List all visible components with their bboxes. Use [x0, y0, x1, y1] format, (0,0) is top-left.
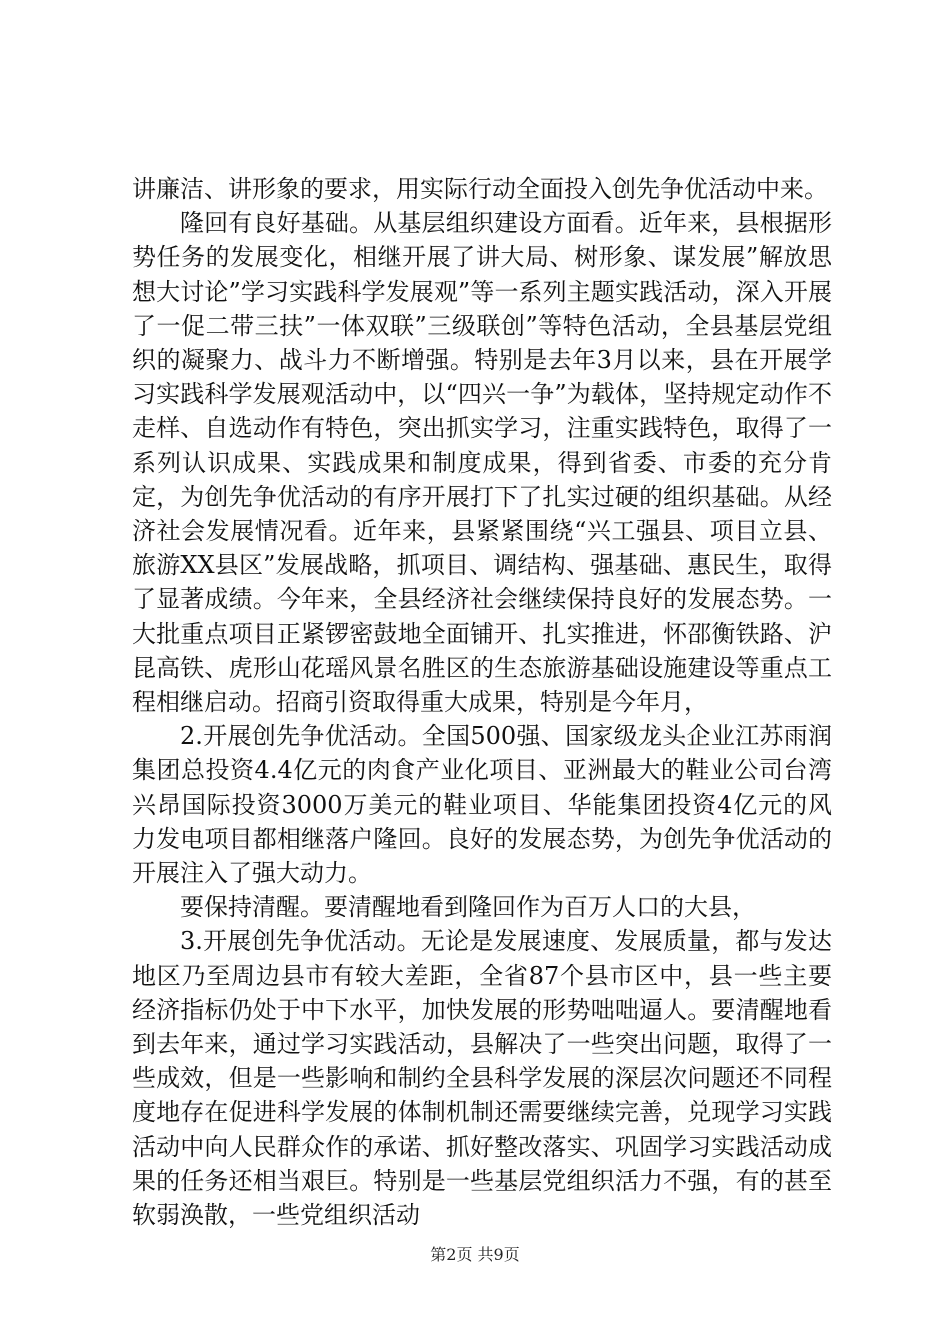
- document-body: [132, 172, 832, 1232]
- paragraph-1: 讲廉洁、讲形象的要求，用实际行动全面投入创先争优活动中来。: [132, 175, 828, 203]
- paragraph-2: 隆回有良好基础。从基层组织建设方面看。近年来，县根据形势任务的发展变化，相继开展了讲大局、树形象、谋发展”解放思想大讨论”学习实践科学发展观”等一系列主题实践活动，深入开展了一促二带三扶”一体双联”三级联创”等特色活动，全县基层党组织的凝聚力、战斗力不断增强。特别是去年3月以来，县在开展学习实践科学发展观活动中，以“四兴一争”为载体，坚持规定动作不走样、自选动作有特色，突出抓实学习，注重实践特色，取得了一系列认识成果、实践成果和制度成果，得到省委、市委的充分肯定，为创先争优活动的有序开展打下了扎实过硬的组织基础。从经济社会发展情况看。近年来，县紧紧围绕“兴工强县、项目立县、旅游XX县区”发展战略，抓项目、调结构、强基础、惠民生，取得了显著成绩。今年来，全县经济社会继续保持良好的发展态势。一大批重点项目正紧锣密鼓地全面铺开、扎实推进，怀邵衡铁路、沪昆高铁、虎形山花瑶风景名胜区的生态旅游基础设施建设等重点工程相继启动。招商引资取得重大成果，特别是今年月，: [132, 209, 832, 717]
- paragraph-4: 要保持清醒。要清醒地看到隆回作为百万人口的大县，: [180, 893, 756, 922]
- paragraph-3: 2.开展创先争优活动。全国500强、国家级龙头企业江苏雨润集团总投资4.4亿元的肉食产业化项目、亚洲最大的鞋业公司台湾兴昂国际投资3000万美元的鞋业项目、华能集团投资4亿元的风力发电项目都相继落户隆回。良好的发展态势，为创先争优活动的开展注入了强大动力。: [132, 722, 832, 888]
- paragraph-5: 3.开展创先争优活动。无论是发展速度、发展质量，都与发达地区乃至周边县市有较大差距，全省87个县市区中，县一些主要经济指标仍处于中下水平，加快发展的形势咄咄逼人。要清醒地看到去年来，通过学习实践活动，县解决了一些突出问题，取得了一些成效，但是一些影响和制约全县科学发展的深层次问题还不同程度地存在促进科学发展的体制机制还需要继续完善，兑现学习实践活动中向人民群众作的承诺、抓好整改落实、巩固学习实践活动成果的任务还相当艰巨。特别是一些基层党组织活力不强，有的甚至软弱涣散，一些党组织活动: [132, 927, 832, 1230]
- page-number: 第2页 共9页: [430, 1245, 520, 1264]
